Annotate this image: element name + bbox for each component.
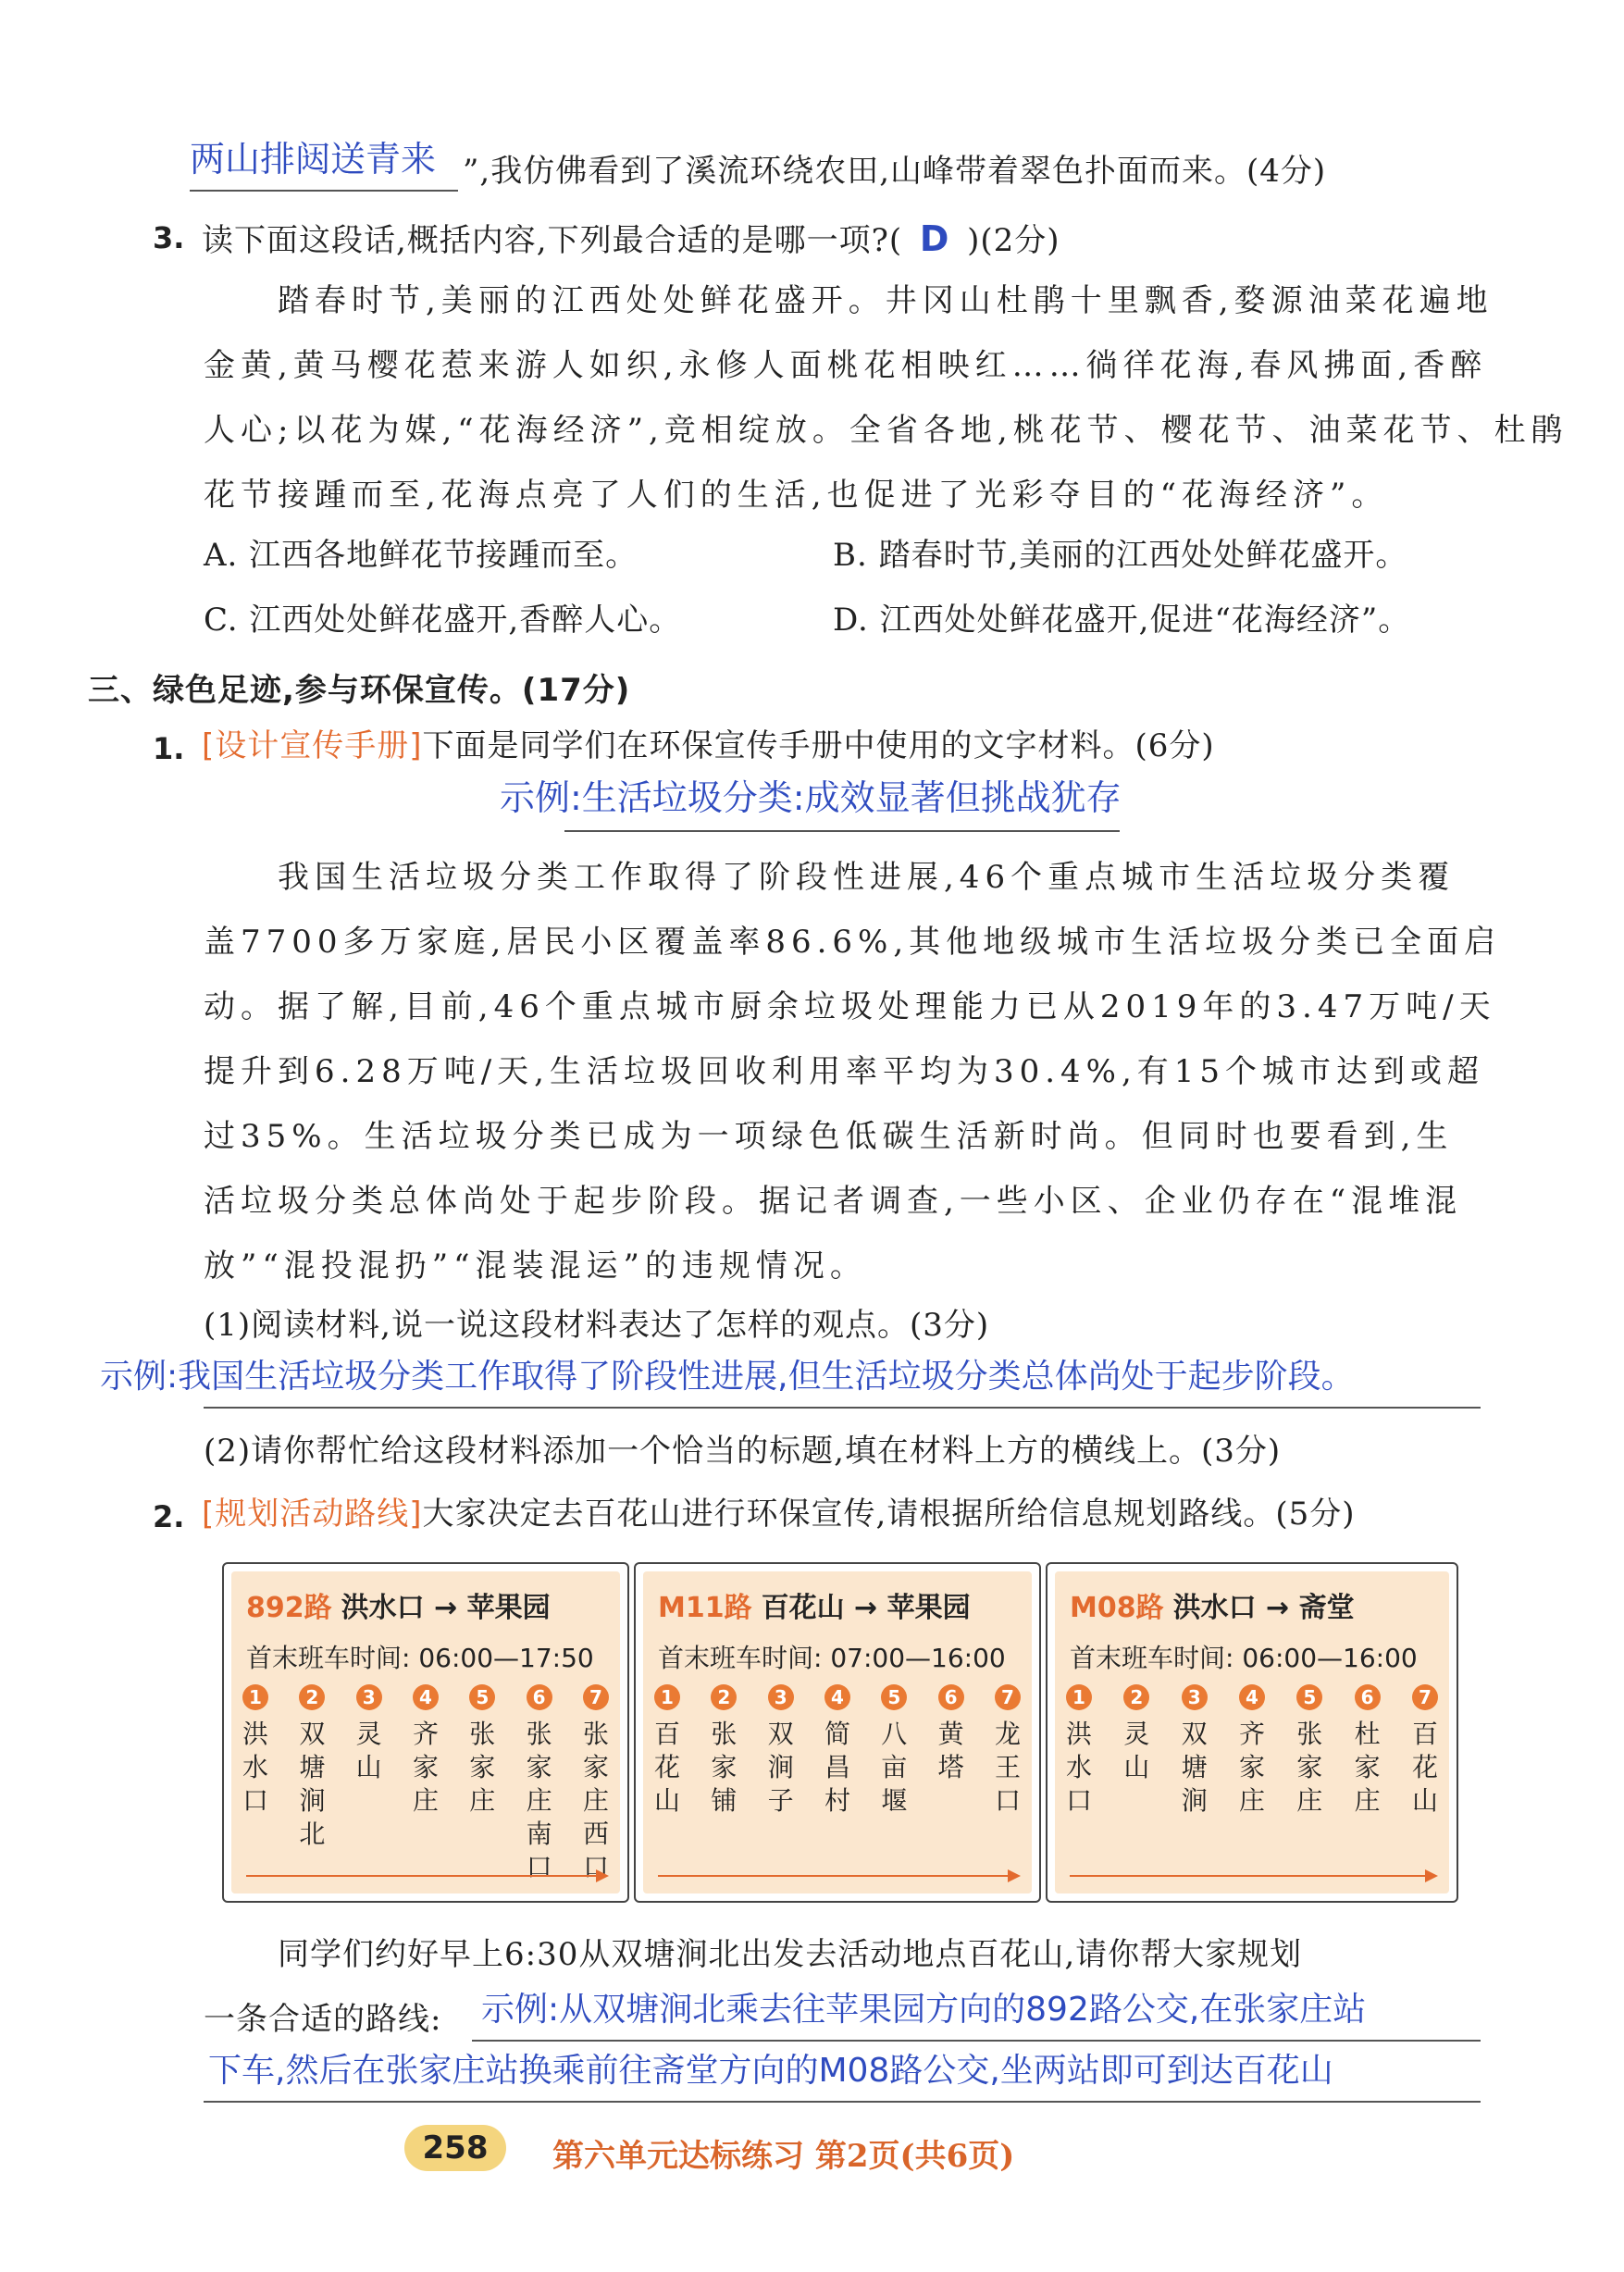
stop bbox=[991, 1684, 1024, 1818]
stop-number: 5 bbox=[1296, 1684, 1322, 1710]
bus-card-m08 bbox=[1046, 1562, 1458, 1903]
stop-number: 2 bbox=[1123, 1684, 1149, 1710]
route-direction: 百花山 → 苹果园 bbox=[761, 1592, 971, 1624]
stop-name: 黄塔 bbox=[937, 1719, 964, 1782]
route-time: 首末班车时间: 06:00—16:00 bbox=[1070, 1643, 1418, 1673]
stop-name: 洪水口 bbox=[1065, 1719, 1092, 1816]
stop bbox=[1408, 1684, 1442, 1818]
stop-number: 3 bbox=[1182, 1684, 1208, 1710]
stop-name: 灵山 bbox=[1123, 1719, 1150, 1782]
stop bbox=[651, 1684, 684, 1818]
route-number: M11路 bbox=[658, 1592, 752, 1624]
stop-number: 1 bbox=[1066, 1684, 1092, 1710]
stop-number: 1 bbox=[654, 1684, 680, 1710]
stop-number: 5 bbox=[469, 1684, 495, 1710]
route-header bbox=[1070, 1584, 1355, 1625]
answer-fill-poem: 两山排闼送青来 bbox=[190, 139, 437, 180]
stop-name: 张家铺 bbox=[711, 1719, 738, 1816]
stop-number: 4 bbox=[1239, 1684, 1265, 1710]
stop-number: 3 bbox=[356, 1684, 382, 1710]
q3-passage-line-1: 踏春时节,美丽的江西处处鲜花盛开。井冈山杜鹃十里飘香,婺源油菜花遍地 bbox=[278, 282, 1494, 319]
s3-q1-passage-line-5: 过35%。生活垃圾分类已成为一项绿色低碳生活新时尚。但同时也要看到,生 bbox=[204, 1118, 1454, 1155]
stop bbox=[1293, 1684, 1326, 1818]
s3-q1-sub1: (1)阅读材料,说一说这段材料表达了怎样的观点。(3分) bbox=[204, 1307, 990, 1344]
direction-arrow-icon bbox=[658, 1875, 1017, 1877]
q3-passage-line-4: 花节接踵而至,花海点亮了人们的生活,也促进了光彩夺目的“花海经济”。 bbox=[204, 477, 1389, 514]
s3-q1-passage-line-4: 提升到6.28万吨/天,生活垃圾回收利用率平均为30.4%,有15个城市达到或超 bbox=[204, 1053, 1485, 1090]
s3-q1-sub2: (2)请你帮忙给这段材料添加一个恰当的标题,填在材料上方的横线上。(3分) bbox=[204, 1433, 1282, 1470]
direction-arrow-icon bbox=[246, 1875, 605, 1877]
answer-underline bbox=[190, 190, 458, 192]
stop-number: 2 bbox=[299, 1684, 325, 1710]
stops-list bbox=[239, 1684, 613, 1884]
stop bbox=[295, 1684, 329, 1884]
s3-q1-passage-line-7: 放”“混投混扔”“混装混运”的违规情况。 bbox=[204, 1248, 867, 1285]
stop bbox=[523, 1684, 556, 1884]
s3-q1-passage-line-6: 活垃圾分类总体尚处于起步阶段。据记者调查,一些小区、企业仍存在“混堆混 bbox=[204, 1183, 1463, 1220]
q3-stem-after: )(2分) bbox=[967, 222, 1060, 259]
route-header bbox=[246, 1584, 551, 1625]
bus-card-m11 bbox=[634, 1562, 1041, 1903]
s3-q1-stem-text: 下面是同学们在环保宣传手册中使用的文字材料。(6分) bbox=[422, 727, 1215, 764]
stop-name: 双塘涧 bbox=[1181, 1719, 1208, 1816]
footer-text: 第六单元达标练习 第2页(共6页) bbox=[552, 2138, 1015, 2175]
route-number: M08路 bbox=[1070, 1592, 1164, 1624]
stop bbox=[1351, 1684, 1384, 1818]
stop-name: 张家庄 bbox=[1296, 1719, 1323, 1816]
stop bbox=[1178, 1684, 1211, 1818]
s3-q1-tag: [设计宣传手册] bbox=[202, 727, 423, 764]
stop-number: 4 bbox=[824, 1684, 850, 1710]
stop-number: 7 bbox=[583, 1684, 609, 1710]
stop bbox=[465, 1684, 499, 1884]
stop-name: 张家庄西口 bbox=[582, 1719, 609, 1882]
route-underline-1 bbox=[472, 2040, 1481, 2042]
stop bbox=[1120, 1684, 1153, 1818]
stop bbox=[707, 1684, 740, 1818]
q3-option-d: D. 江西处处鲜花盛开,促进“花海经济”。 bbox=[833, 602, 1411, 639]
s3-q2-text-2: 一条合适的路线: bbox=[204, 2001, 442, 2038]
stop-name: 齐家庄 bbox=[412, 1719, 439, 1816]
s3-q2-answer-line-2: 下车,然后在张家庄站换乘前往斋堂方向的M08路公交,坐两站即可到达百花山 bbox=[208, 2052, 1333, 2090]
stop bbox=[239, 1684, 272, 1884]
route-header bbox=[658, 1584, 971, 1625]
route-time: 首末班车时间: 06:00—17:50 bbox=[246, 1643, 594, 1673]
q3-option-a: A. 江西各地鲜花节接踵而至。 bbox=[204, 537, 638, 574]
s3-q1-title-answer: 示例:生活垃圾分类:成效显著但挑战犹存 bbox=[500, 777, 1122, 818]
stop-name: 百花山 bbox=[1411, 1719, 1438, 1816]
stop bbox=[353, 1684, 386, 1884]
route-number: 892路 bbox=[246, 1592, 332, 1624]
stop-name: 双塘涧北 bbox=[299, 1719, 326, 1849]
stop-number: 6 bbox=[938, 1684, 964, 1710]
q3-stem bbox=[202, 218, 1060, 259]
stop-number: 6 bbox=[527, 1684, 552, 1710]
stop bbox=[821, 1684, 854, 1818]
stop-number: 1 bbox=[242, 1684, 268, 1710]
stop-name: 杜家庄 bbox=[1354, 1719, 1381, 1816]
q3-option-c: C. 江西处处鲜花盛开,香醉人心。 bbox=[204, 602, 682, 639]
s3-q1-passage-line-1: 我国生活垃圾分类工作取得了阶段性进展,46个重点城市生活垃圾分类覆 bbox=[278, 859, 1456, 896]
q3-option-b: B. 踏春时节,美丽的江西处处鲜花盛开。 bbox=[833, 537, 1408, 574]
stop-name: 张家庄南口 bbox=[526, 1719, 552, 1882]
stops-list bbox=[651, 1684, 1024, 1818]
stop bbox=[764, 1684, 798, 1818]
s3-q2-stem-text: 大家决定去百花山进行环保宣传,请根据所给信息规划路线。(5分) bbox=[422, 1496, 1356, 1533]
bus-card-892 bbox=[222, 1562, 629, 1903]
page-number: 258 bbox=[404, 2125, 506, 2171]
route-direction: 洪水口 → 苹果园 bbox=[341, 1592, 551, 1624]
s3-q1-sub1-answer: 示例:我国生活垃圾分类工作取得了阶段性进展,但生活垃圾分类总体尚处于起步阶段。 bbox=[100, 1358, 1355, 1396]
stop-number: 4 bbox=[413, 1684, 439, 1710]
stop bbox=[579, 1684, 613, 1884]
stop-number: 7 bbox=[995, 1684, 1021, 1710]
stop-name: 龙王口 bbox=[994, 1719, 1021, 1816]
stop-name: 八亩堰 bbox=[881, 1719, 908, 1816]
route-direction: 洪水口 → 斋堂 bbox=[1172, 1592, 1355, 1624]
q3-number: 3. bbox=[153, 220, 185, 255]
stop bbox=[409, 1684, 442, 1884]
s3-q1-passage-line-2: 盖7700多万家庭,居民小区覆盖率86.6%,其他地级城市生活垃圾分类已全面启 bbox=[204, 924, 1502, 961]
stop bbox=[1235, 1684, 1269, 1818]
s3-q2-number: 2. bbox=[153, 1499, 185, 1534]
section-title: 三、绿色足迹,参与环保宣传。(17分) bbox=[88, 672, 631, 709]
stop-name: 简昌村 bbox=[824, 1719, 850, 1816]
stop-name: 张家庄 bbox=[469, 1719, 496, 1816]
stop-name: 双涧子 bbox=[767, 1719, 794, 1816]
stop bbox=[877, 1684, 911, 1818]
stop bbox=[935, 1684, 968, 1818]
stops-list bbox=[1062, 1684, 1442, 1818]
s3-q1-passage-line-3: 动。据了解,目前,46个重点城市厨余垃圾处理能力已从2019年的3.47万吨/天 bbox=[204, 988, 1496, 1025]
route-underline-2 bbox=[204, 2101, 1481, 2103]
s3-q2-tag: [规划活动路线] bbox=[202, 1496, 423, 1533]
stop-name: 洪水口 bbox=[242, 1719, 268, 1816]
q3-answer: D bbox=[919, 218, 950, 259]
stop-number: 6 bbox=[1355, 1684, 1381, 1710]
direction-arrow-icon bbox=[1070, 1875, 1434, 1877]
sub1-underline bbox=[204, 1407, 1481, 1409]
s3-q2-text-1: 同学们约好早上6:30从双塘涧北出发去活动地点百花山,请你帮大家规划 bbox=[278, 1936, 1303, 1973]
q3-passage-line-3: 人心;以花为媒,“花海经济”,竞相绽放。全省各地,桃花节、樱花节、油菜花节、杜鹃 bbox=[204, 412, 1568, 449]
q3-passage-line-2: 金黄,黄马樱花惹来游人如织,永修人面桃花相映红……徜徉花海,春风拂面,香醉 bbox=[204, 347, 1488, 384]
s3-q2-stem bbox=[202, 1496, 1356, 1533]
poem-line-text: ”,我仿佛看到了溪流环绕农田,山峰带着翠色扑面而来。(4分) bbox=[463, 153, 1327, 190]
stop-name: 百花山 bbox=[653, 1719, 680, 1816]
s3-q1-stem bbox=[202, 727, 1215, 764]
stop-name: 灵山 bbox=[355, 1719, 382, 1782]
q3-stem-before: 读下面这段话,概括内容,下列最合适的是哪一项?( bbox=[202, 222, 903, 259]
stop-number: 7 bbox=[1412, 1684, 1438, 1710]
route-time: 首末班车时间: 07:00—16:00 bbox=[658, 1643, 1006, 1673]
stop-number: 3 bbox=[768, 1684, 794, 1710]
s3-q1-number: 1. bbox=[153, 731, 185, 766]
stop-number: 5 bbox=[881, 1684, 907, 1710]
s3-q2-answer-line-1: 示例:从双塘涧北乘去往苹果园方向的892路公交,在张家庄站 bbox=[481, 1991, 1367, 2029]
stop-name: 齐家庄 bbox=[1238, 1719, 1265, 1816]
stop-number: 2 bbox=[711, 1684, 737, 1710]
stop bbox=[1062, 1684, 1096, 1818]
title-underline bbox=[564, 830, 1120, 832]
